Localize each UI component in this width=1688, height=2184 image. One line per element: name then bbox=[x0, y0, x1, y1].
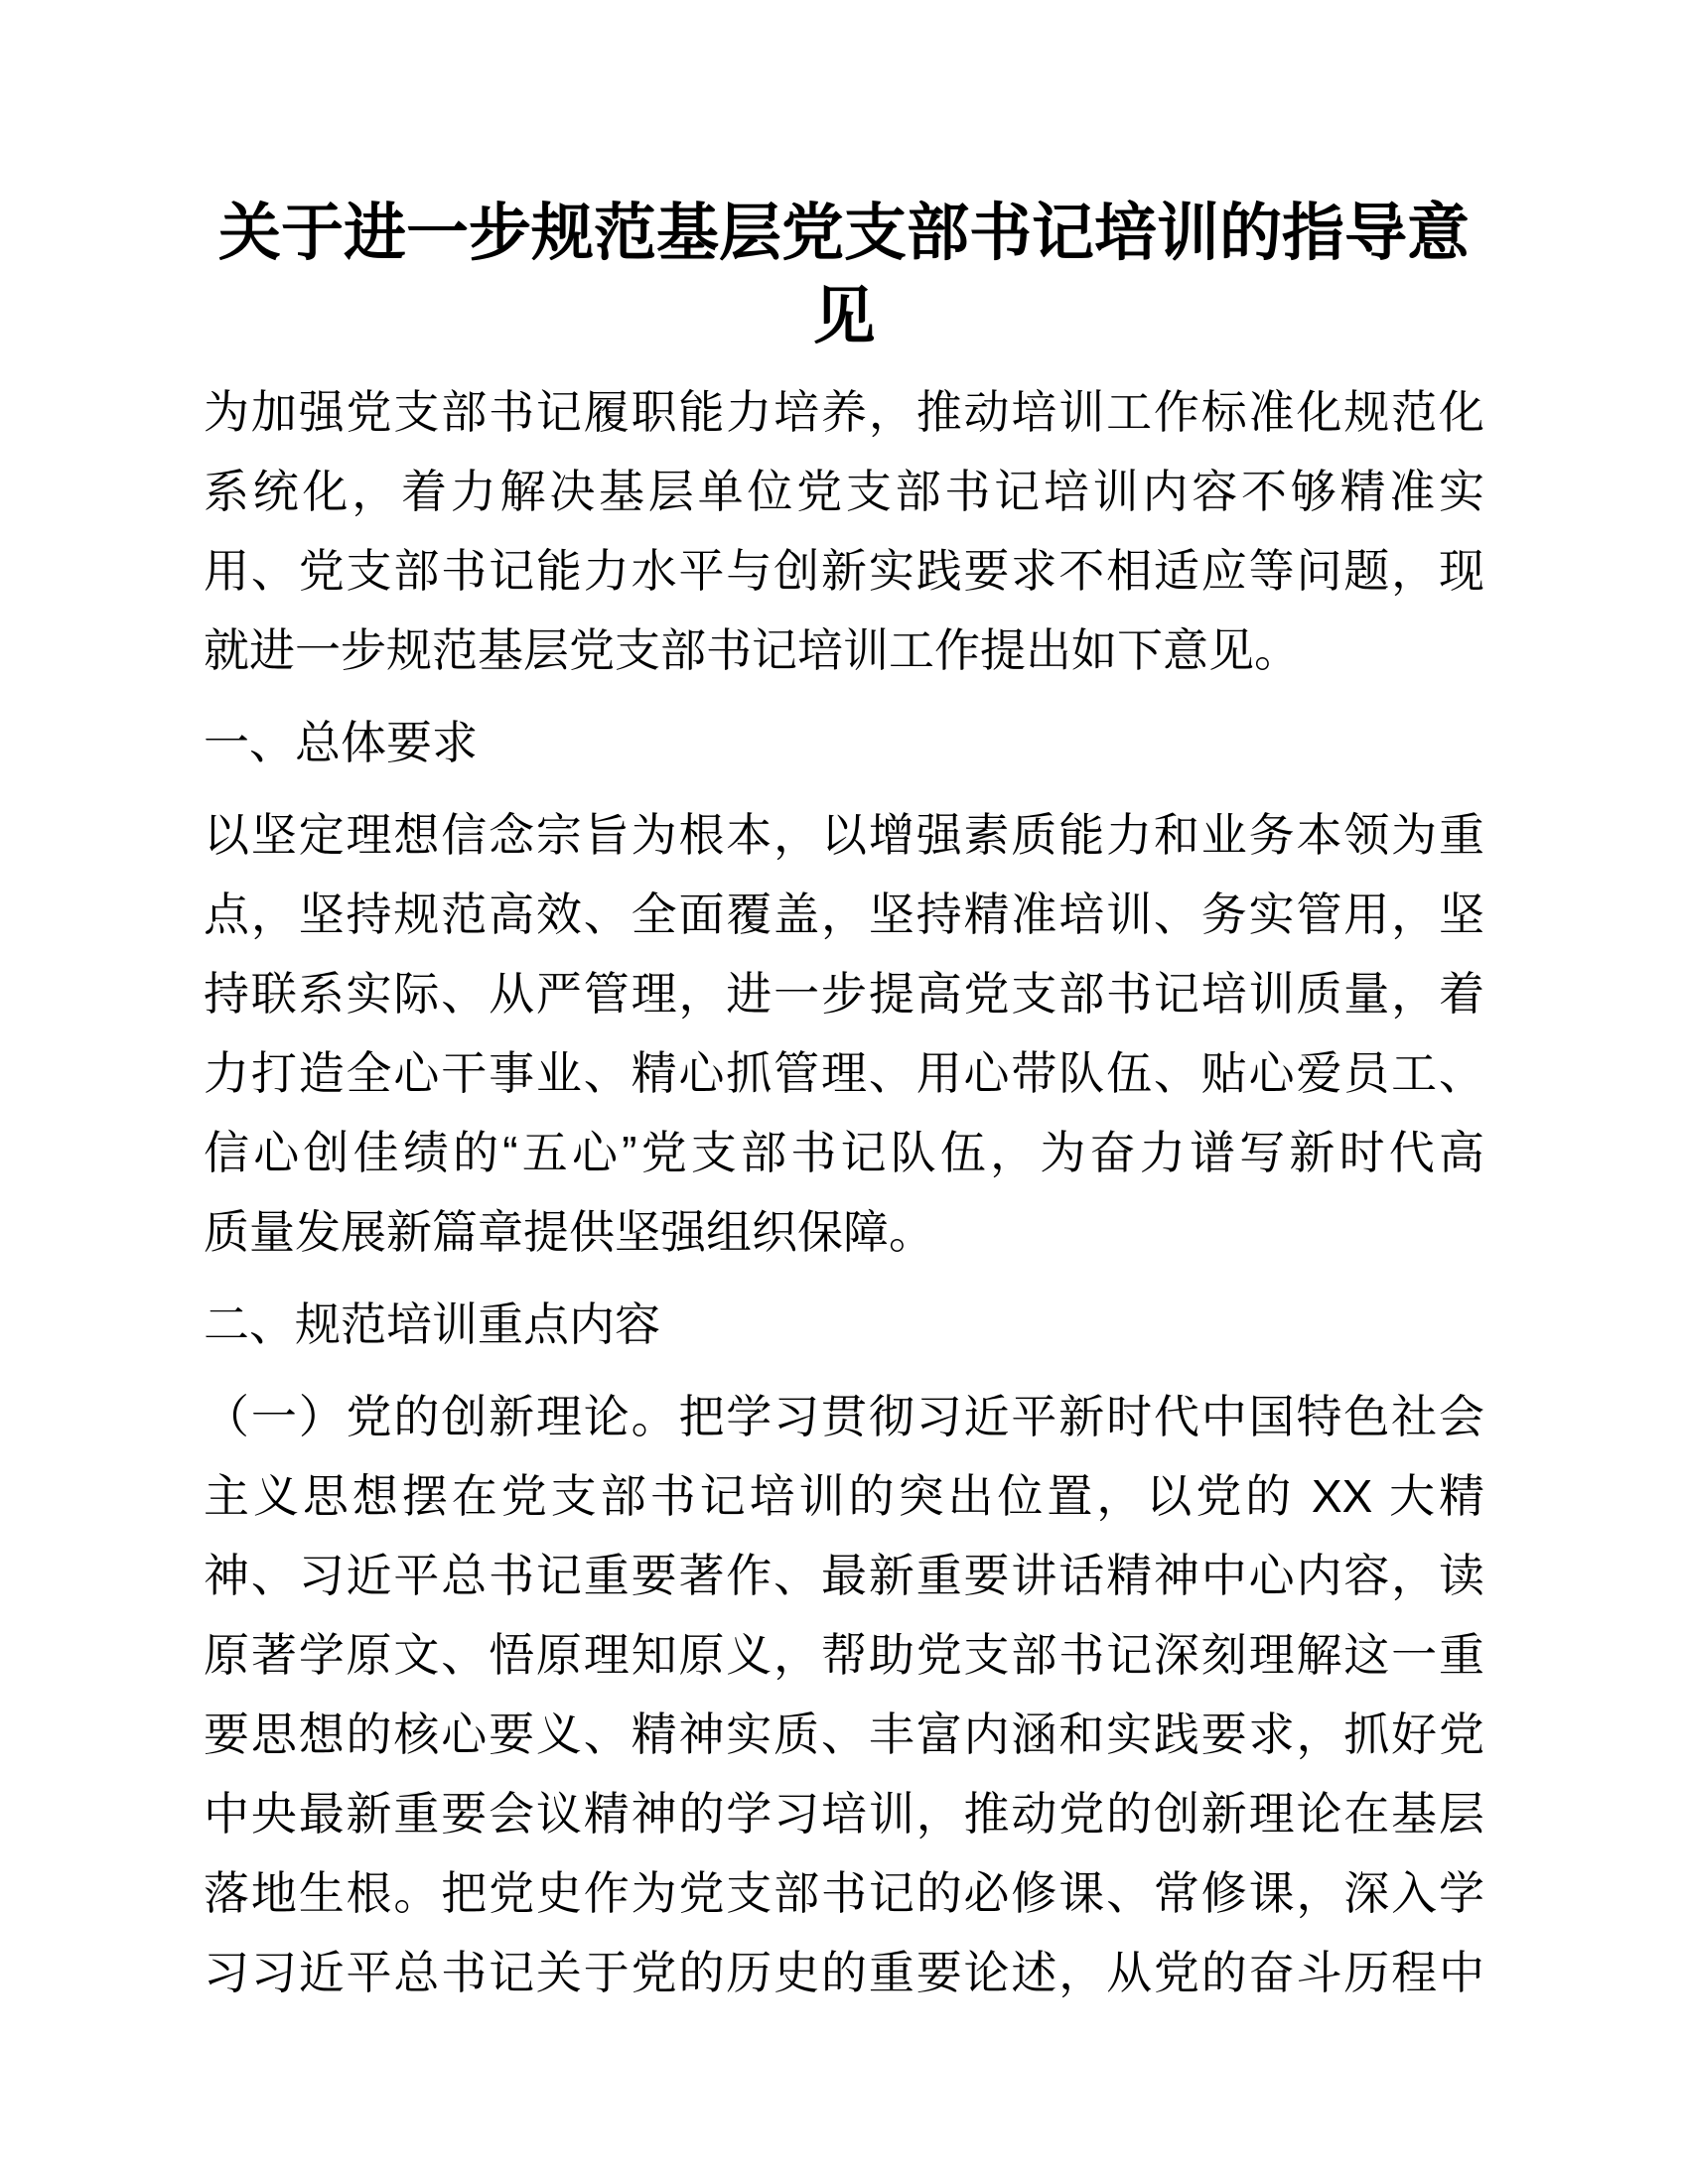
text-line: 要思想的核心要义、精神实质、丰富内涵和实践要求，抓好党 bbox=[204, 1708, 1484, 1760]
section-heading-overall-requirements: 一、总体要求 bbox=[204, 717, 478, 768]
text-line: 信心创佳绩的“五心”党支部书记队伍，为奋力谱写新时代高 bbox=[204, 1127, 1484, 1178]
text-line: 点，坚持规范高效、全面覆盖，坚持精准培训、务实管用，坚 bbox=[204, 888, 1484, 940]
text-line: 持联系实际、从严管理，进一步提高党支部书记培训质量，着 bbox=[204, 968, 1484, 1020]
text-line: （一）党的创新理论。把学习贯彻习近平新时代中国特色社会 bbox=[204, 1391, 1484, 1442]
paragraph-intro bbox=[204, 372, 1484, 690]
text-line: 习习近平总书记关于党的历史的重要论述，从党的奋斗历程中 bbox=[204, 1947, 1484, 1998]
text-line: 系统化，着力解决基层单位党支部书记培训内容不够精准实 bbox=[204, 466, 1484, 517]
text-line: 力打造全心干事业、精心抓管理、用心带队伍、贴心爱员工、 bbox=[204, 1047, 1484, 1099]
text-line: 质量发展新篇章提供坚强组织保障。 bbox=[204, 1206, 934, 1258]
section-heading-training-key-content: 二、规范培训重点内容 bbox=[204, 1298, 660, 1350]
text-line: 以坚定理想信念宗旨为根本，以增强素质能力和业务本领为重 bbox=[204, 809, 1484, 861]
text-line: 用、党支部书记能力水平与创新实践要求不相适应等问题，现 bbox=[204, 545, 1484, 597]
text-line: 为加强党支部书记履职能力培养，推动培训工作标准化规范化 bbox=[204, 386, 1484, 438]
text-line: 原著学原文、悟原理知原义，帮助党支部书记深刻理解这一重 bbox=[204, 1629, 1484, 1681]
text-line: 落地生根。把党史作为党支部书记的必修课、常修课，深入学 bbox=[204, 1867, 1484, 1919]
document-title: 关于进一步规范基层党支部书记培训的指导意见 bbox=[218, 199, 1470, 351]
paragraph-party-innovation-theory bbox=[204, 1377, 1484, 2012]
text-line: 中央最新重要会议精神的学习培训，推动党的创新理论在基层 bbox=[204, 1788, 1484, 1840]
paragraph-overall-requirements bbox=[204, 795, 1484, 1272]
text-line: 主义思想摆在党支部书记培训的突出位置，以党的 XX 大精 bbox=[204, 1470, 1484, 1522]
text-line: 就进一步规范基层党支部书记培训工作提出如下意见。 bbox=[204, 624, 1300, 676]
text-line: 神、习近平总书记重要著作、最新重要讲话精神中心内容，读 bbox=[204, 1550, 1484, 1601]
